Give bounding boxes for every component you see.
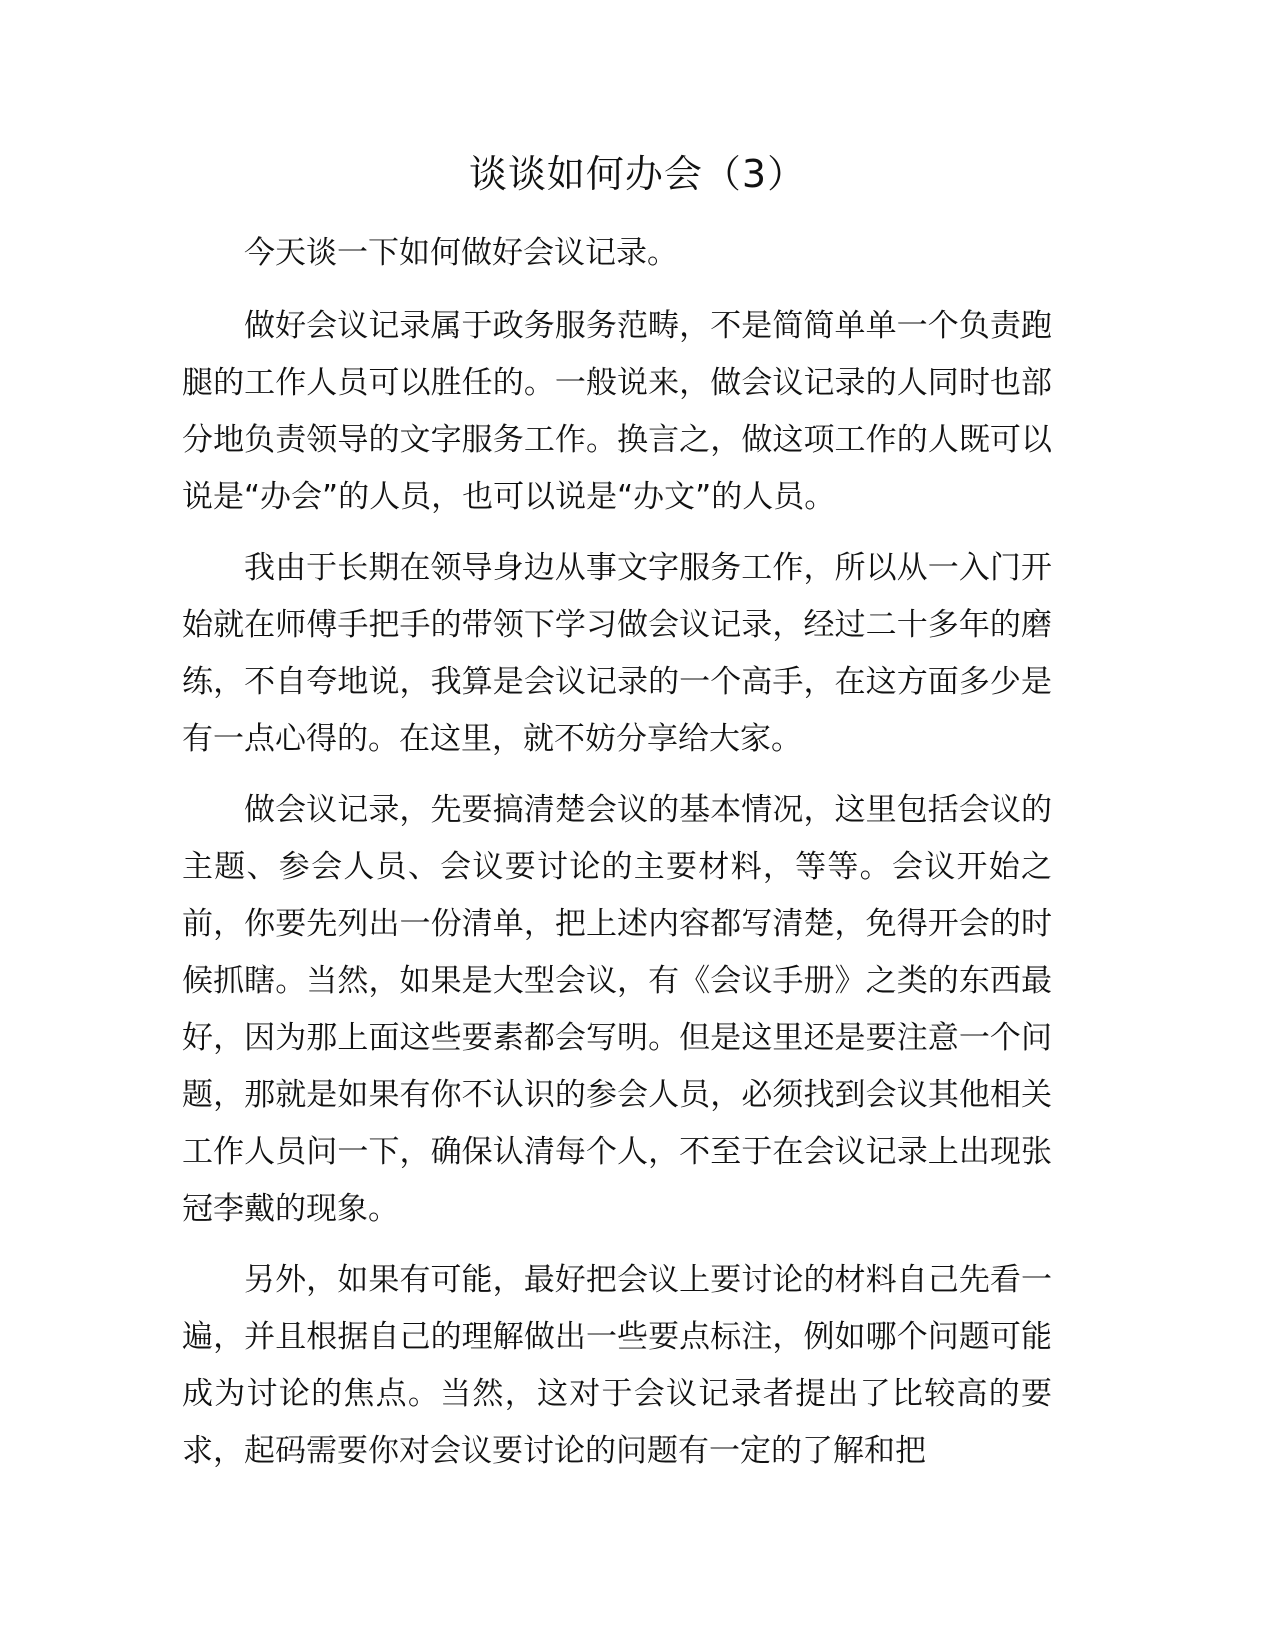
paragraph-2: 做好会议记录属于政务服务范畴，不是简简单单一个负责跑腿的工作人员可以胜任的。一般说来，做会议记录的人同时也部分地负责领导的文字服务工作。换言之，做这项工作的人既可以说是“办会”的人员，也可以说是“办文”的人员。 xyxy=(182,308,1052,515)
paragraph-5: 另外，如果有可能，最好把会议上要讨论的材料自己先看一遍，并且根据自己的理解做出一些要点标注，例如哪个问题可能成为讨论的焦点。当然，这对于会议记录者提出了比较高的要求，起码需要你对会议要讨论的问题有一定的了解和把 xyxy=(182,1262,1052,1469)
paragraph-1: 今天谈一下如何做好会议记录。 xyxy=(244,235,678,271)
page-title: 谈谈如何办会（3） xyxy=(468,152,807,196)
paragraph-3: 我由于长期在领导身边从事文字服务工作，所以从一入门开始就在师傅手把手的带领下学习做会议记录，经过二十多年的磨练，不自夸地说，我算是会议记录的一个高手，在这方面多少是有一点心得的。在这里，就不妨分享给大家。 xyxy=(182,550,1052,757)
document-body xyxy=(182,225,1052,1494)
paragraph-4: 做会议记录，先要搞清楚会议的基本情况，这里包括会议的主题、参会人员、会议要讨论的主要材料，等等。会议开始之前，你要先列出一份清单，把上述内容都写清楚，免得开会的时候抓瞎。当然，如果是大型会议，有《会议手册》之类的东西最好，因为那上面这些要素都会写明。但是这里还是要注意一个问题，那就是如果有你不认识的参会人员，必须找到会议其他相关工作人员问一下，确保认清每个人，不至于在会议记录上出现张冠李戴的现象。 xyxy=(182,792,1052,1227)
